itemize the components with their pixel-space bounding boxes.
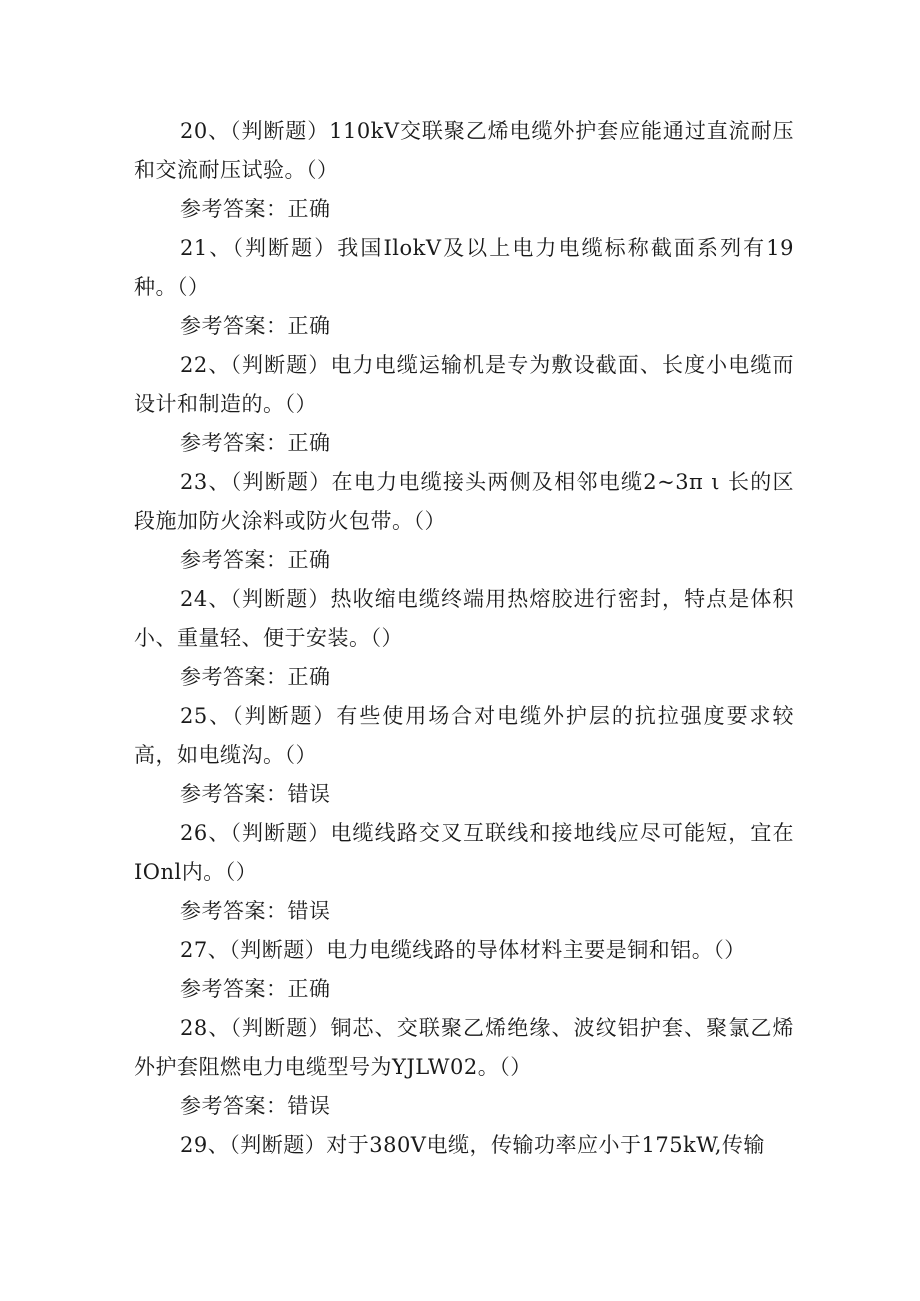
question-list	[134, 112, 794, 1165]
answer-21: 参考答案：正确	[180, 314, 331, 338]
question-25: 25、（判断题）有些使用场合对电缆外护层的抗拉强度要求较高，如电缆沟。（）	[134, 704, 794, 767]
question-21: 21、（判断题）我国IlokV及以上电力电缆标称截面系列有19种。（）	[134, 236, 794, 299]
question-20: 20、（判断题）110kV交联聚乙烯电缆外护套应能通过直流耐压和交流耐压试验。（）	[134, 119, 794, 182]
question-24: 24、（判断题）热收缩电缆终端用热熔胶进行密封，特点是体积小、重量轻、便于安装。（）	[134, 587, 794, 650]
answer-27: 参考答案：正确	[180, 977, 331, 1001]
answer-28: 参考答案：错误	[180, 1094, 331, 1118]
question-22: 22、（判断题）电力电缆运输机是专为敷设截面、长度小电缆而设计和制造的。（）	[134, 353, 794, 416]
question-27: 27、（判断题）电力电缆线路的导体材料主要是铜和铝。（）	[180, 938, 746, 962]
question-29: 29、（判断题）对于380V电缆，传输功率应小于175kW,传输	[180, 1133, 765, 1157]
answer-20: 参考答案：正确	[180, 197, 331, 221]
answer-24: 参考答案：正确	[180, 665, 331, 689]
answer-25: 参考答案：错误	[180, 782, 331, 806]
question-28: 28、（判断题）铜芯、交联聚乙烯绝缘、波纹铝护套、聚氯乙烯外护套阻燃电力电缆型号为YJLW02。（）	[134, 1016, 794, 1079]
question-23: 23、（判断题）在电力电缆接头两侧及相邻电缆2~3π ι 长的区段施加防火涂料或防火包带。（）	[134, 470, 794, 533]
question-26: 26、（判断题）电缆线路交叉互联线和接地线应尽可能短，宜在IOnl内。（）	[134, 821, 794, 884]
answer-26: 参考答案：错误	[180, 899, 331, 923]
answer-22: 参考答案：正确	[180, 431, 331, 455]
answer-23: 参考答案：正确	[180, 548, 331, 572]
